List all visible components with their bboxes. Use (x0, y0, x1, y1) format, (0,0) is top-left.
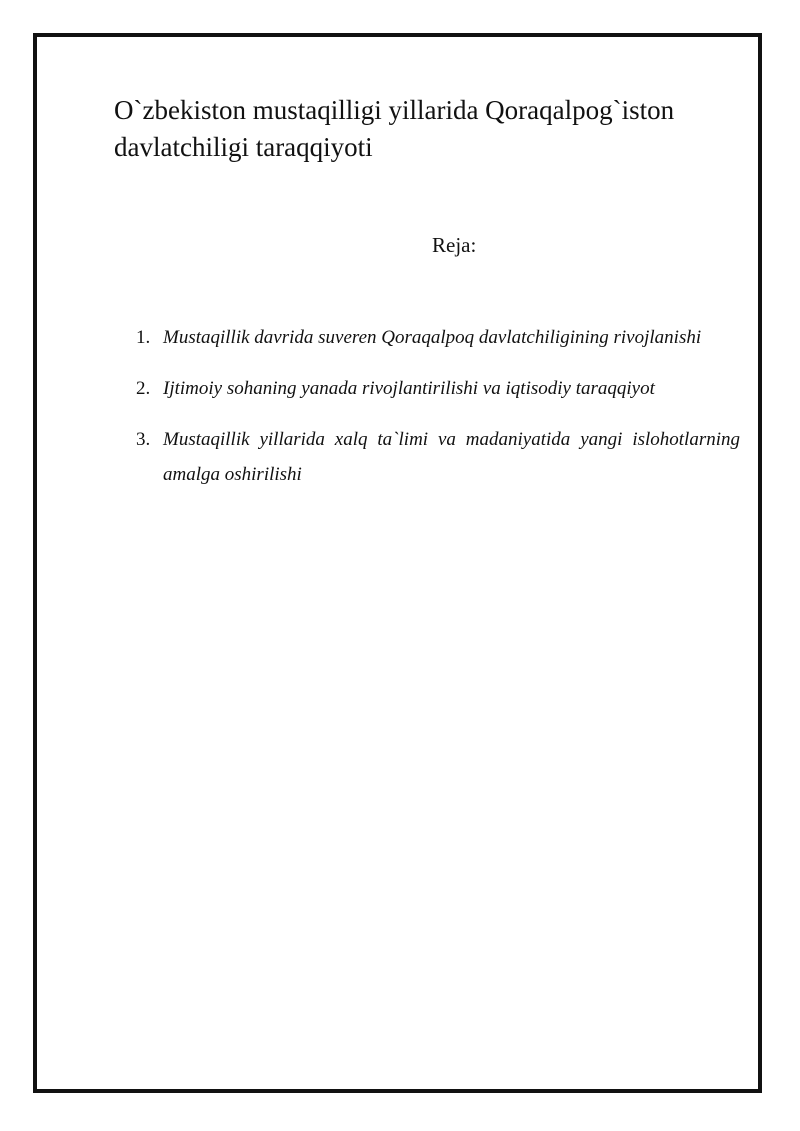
plan-item-text: Ijtimoiy sohaning yanada rivojlantirilishi va iqtisodiy taraqqiyot (163, 378, 655, 399)
plan-item-text: Mustaqillik davrida suveren Qoraqalpoq davlatchiligining rivojlanishi (163, 327, 702, 348)
plan-list (136, 320, 740, 508)
plan-item-2 (136, 371, 740, 406)
plan-item-number: 3. (136, 429, 151, 450)
plan-item-3 (136, 422, 740, 492)
plan-item-number: 1. (136, 327, 151, 348)
page-border (33, 33, 762, 1093)
plan-item-number: 2. (136, 378, 151, 399)
plan-item-text: Mustaqillik yillarida xalq ta`limi va madaniyatida yangi islohotlarning amalga oshirilishi (163, 429, 740, 485)
plan-heading: Reja: (432, 233, 477, 257)
document-title: O`zbekiston mustaqilligi yillarida Qoraqalpog`iston davlatchiligi taraqqiyoti (114, 95, 675, 162)
plan-item-1 (136, 320, 740, 355)
